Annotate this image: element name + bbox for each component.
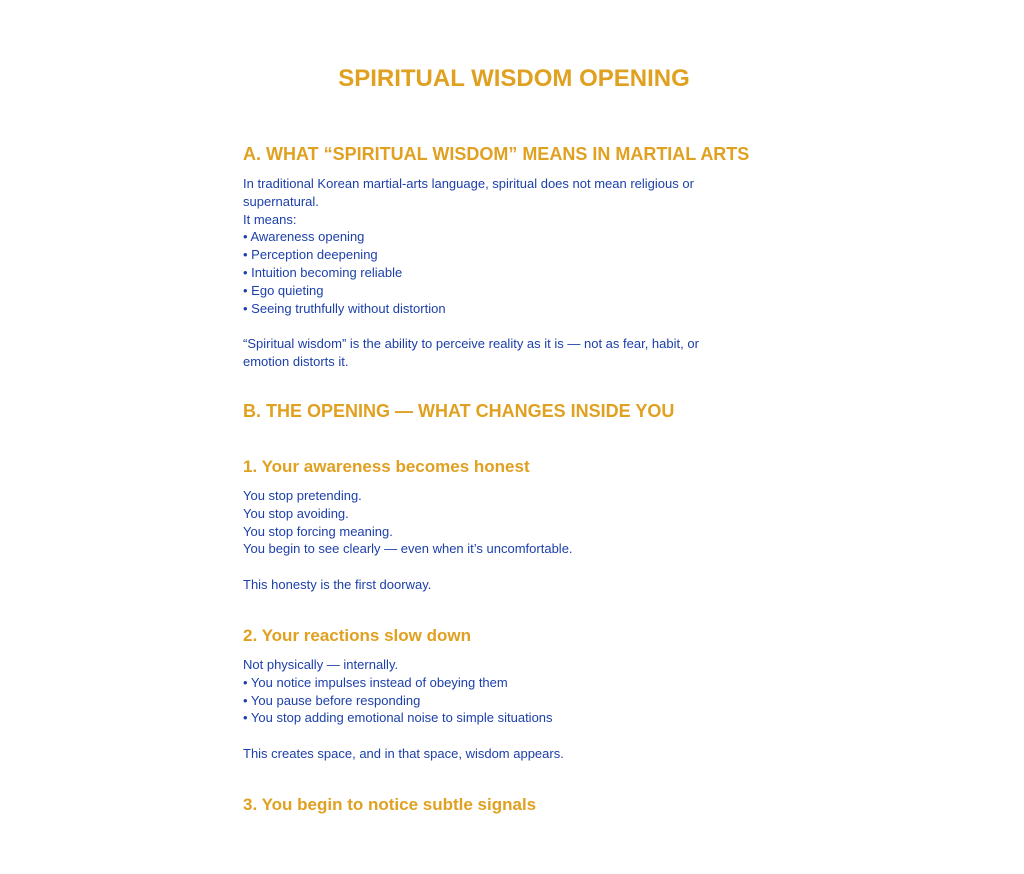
section-a-bullet: • Intuition becoming reliable [243,264,403,280]
item-1-line: You stop pretending. [243,488,362,503]
item-2-bullet: • You stop adding emotional noise to simple situations [243,710,553,726]
item-2-text [243,656,783,763]
item-1-heading: 1. Your awareness becomes honest [243,457,530,476]
section-a-closing-line: emotion distorts it. [243,353,349,369]
section-a-intro-line: It means: [243,211,297,227]
item-1-line: You stop avoiding. [243,505,349,521]
item-1-line: You stop forcing meaning. [243,523,393,539]
document-title: SPIRITUAL WISDOM OPENING [338,65,690,92]
section-a-intro-line: In traditional Korean martial-arts language, spiritual does not mean religious or [243,176,694,191]
paragraph-gap [243,558,783,576]
item-1-line: You begin to see clearly — even when it’s uncomfortable. [243,541,573,557]
section-a-text [243,175,783,371]
section-a-heading: A. WHAT “SPIRITUAL WISDOM” MEANS IN MARTIAL ARTS [243,144,750,164]
paragraph-gap [243,317,783,335]
item-2-heading: 2. Your reactions slow down [243,626,471,645]
section-a-bullet: • Awareness opening [243,229,365,245]
section-a-bullet: • Seeing truthfully without distortion [243,300,446,316]
item-2-bullet: • You notice impulses instead of obeying them [243,674,508,690]
section-a-intro-line: supernatural. [243,193,319,209]
section-b-heading: B. THE OPENING — WHAT CHANGES INSIDE YOU [243,401,675,421]
section-a-closing-line: “Spiritual wisdom” is the ability to perceive reality as it is — not as fear, habit, or [243,336,699,352]
item-1-closing: This honesty is the first doorway. [243,576,432,592]
item-2-closing: This creates space, and in that space, wisdom appears. [243,745,564,761]
section-a-bullet: • Ego quieting [243,282,324,298]
item-3-heading: 3. You begin to notice subtle signals [243,795,537,814]
section-a-bullet: • Perception deepening [243,247,378,263]
paragraph-gap [243,727,783,745]
item-2-bullet: • You pause before responding [243,692,421,708]
item-1-text [243,487,783,594]
item-2-intro: Not physically — internally. [243,657,399,672]
